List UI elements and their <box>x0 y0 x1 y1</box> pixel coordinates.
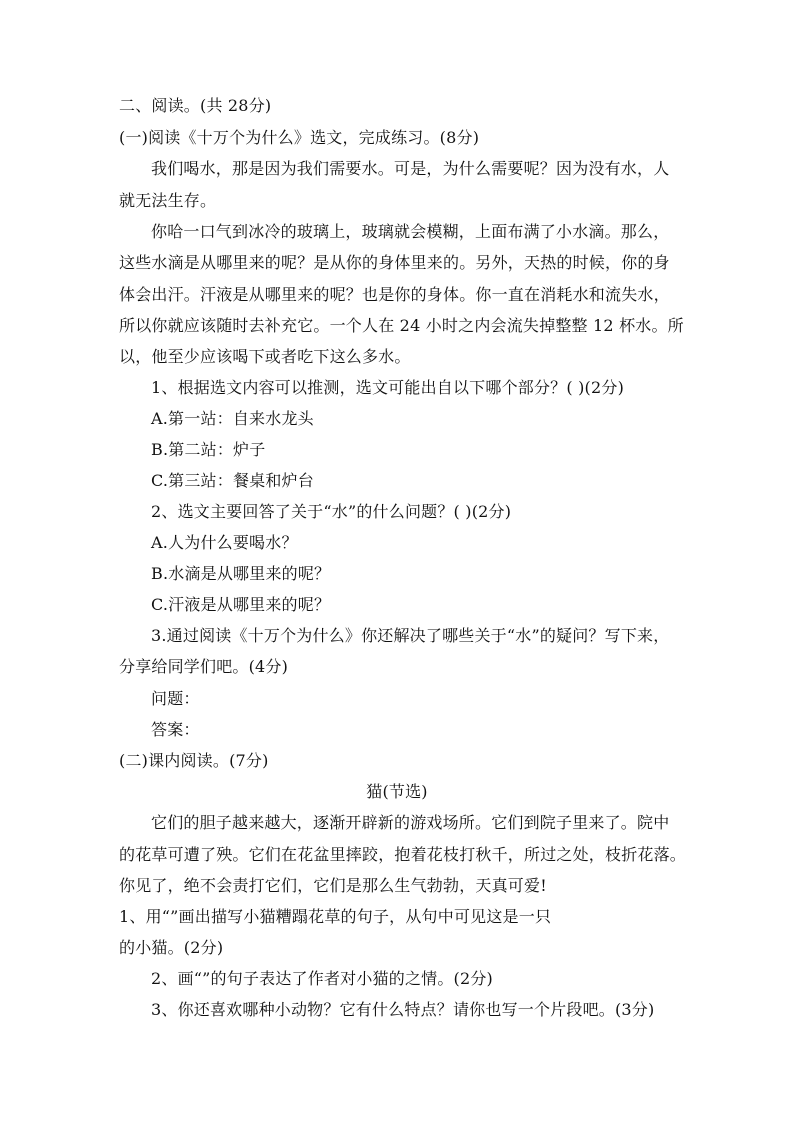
part2-q1-line-1: 1、用“”画出描写小猫糟蹋花草的句子，从句中可见这是一只 <box>119 907 552 926</box>
part2-q3: 3、你还喜欢哪种小动物？它有什么特点？请你也写一个片段吧。(3分) <box>151 1000 655 1019</box>
part1-q3-answer-label: 答案： <box>151 720 200 739</box>
part1-q1-stem: 1、根据选文内容可以推测，选文可能出自以下哪个部分？( )(2分) <box>151 378 625 397</box>
part2-passage-line-1: 它们的胆子越来越大，逐渐开辟新的游戏场所。它们到院子里来了。院中 <box>151 813 670 832</box>
part2-heading: (二)课内阅读。(7分) <box>119 751 269 770</box>
part1-q1-option-c: C.第三站：餐桌和炉台 <box>151 471 314 490</box>
part1-q3-question-label: 问题： <box>151 689 200 708</box>
part2-q1-line-2: 的小猫。(2分) <box>119 938 224 957</box>
part1-q3-stem-line-1: 3.通过阅读《十万个为什么》你还解决了哪些关于“水”的疑问？写下来， <box>151 626 670 645</box>
part1-q1-option-a: A.第一站：自来水龙头 <box>151 409 314 428</box>
part1-passage-line-1: 我们喝水，那是因为我们需要水。可是，为什么需要呢？因为没有水，人 <box>151 159 670 178</box>
part1-q2-option-c: C.汗液是从哪里来的呢？ <box>151 595 331 614</box>
part1-passage-line-4: 这些水滴是从哪里来的呢？是从你的身体里来的。另外，天热的时候，你的身 <box>119 253 670 272</box>
part1-q2-option-a: A.人为什么要喝水？ <box>151 533 298 552</box>
part1-heading: (一)阅读《十万个为什么》选文，完成练习。(8分) <box>119 128 480 147</box>
part1-q2-option-b: B.水滴是从哪里来的呢？ <box>151 564 331 583</box>
part1-passage-line-5: 体会出汗。汗液是从哪里来的呢？也是你的身体。你一直在消耗水和流失水， <box>119 285 670 304</box>
part1-passage-line-2: 就无法生存。 <box>119 191 217 210</box>
part1-q1-option-b: B.第二站：炉子 <box>151 440 266 459</box>
part1-q2-stem: 2、选文主要回答了关于“水”的什么问题？( )(2分) <box>151 502 512 521</box>
part2-passage-line-2: 的花草可遭了殃。它们在花盆里摔跤，抱着花枝打秋千，所过之处，枝折花落。 <box>119 845 687 864</box>
part1-passage-line-6: 所以你就应该随时去补充它。一个人在 24 小时之内会流失掉整整 12 杯水。所 <box>119 316 684 335</box>
part1-q3-stem-line-2: 分享给同学们吧。(4分) <box>119 657 289 676</box>
section-heading: 二、阅读。(共 28分) <box>119 96 272 115</box>
part2-passage-line-3: 你见了，绝不会责打它们，它们是那么生气勃勃，天真可爱! <box>119 876 547 895</box>
part2-q2: 2、画“”的句子表达了作者对小猫的之情。(2分) <box>151 969 494 988</box>
part1-passage-line-3: 你哈一口气到冰冷的玻璃上，玻璃就会模糊，上面布满了小水滴。那么， <box>151 222 670 241</box>
part1-passage-line-7: 以，他至少应该喝下或者吃下这么多水。 <box>119 347 411 366</box>
part2-title: 猫(节选) <box>366 782 428 801</box>
